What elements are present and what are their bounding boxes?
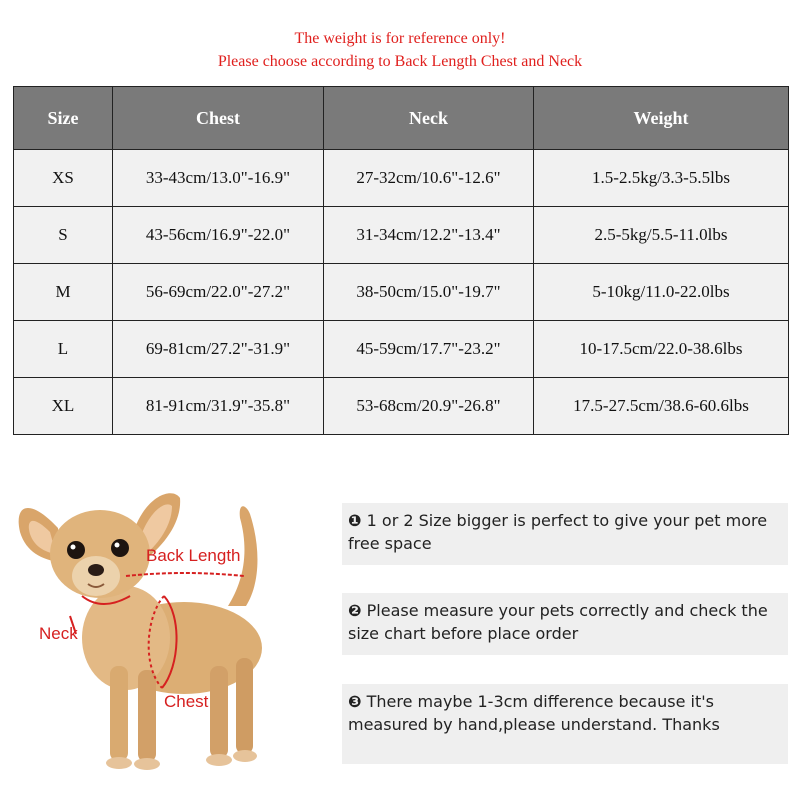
header-neck: Neck — [324, 87, 534, 150]
weight-cell: 1.5-2.5kg/3.3-5.5lbs — [534, 150, 789, 207]
size-cell: XL — [14, 378, 113, 435]
size-cell: XS — [14, 150, 113, 207]
tip-number-3: ❸ — [348, 692, 362, 711]
size-cell: L — [14, 321, 113, 378]
chest-cell: 69-81cm/27.2"-31.9" — [113, 321, 324, 378]
size-chart-table — [13, 86, 789, 435]
neck-cell: 27-32cm/10.6"-12.6" — [324, 150, 534, 207]
tip-difference — [342, 684, 788, 764]
dog-measurement-illustration — [14, 488, 284, 788]
weight-cell: 17.5-27.5cm/38.6-60.6lbs — [534, 378, 789, 435]
tip-number-2: ❷ — [348, 601, 362, 620]
chest-label: Chest — [164, 692, 209, 711]
neck-cell: 53-68cm/20.9"-26.8" — [324, 378, 534, 435]
size-cell: M — [14, 264, 113, 321]
chest-cell: 81-91cm/31.9"-35.8" — [113, 378, 324, 435]
neck-cell: 38-50cm/15.0"-19.7" — [324, 264, 534, 321]
table-header-row — [14, 87, 789, 150]
tip-text: Please measure your pets correctly and check the size chart before place order — [348, 601, 768, 643]
weight-cell: 2.5-5kg/5.5-11.0lbs — [534, 207, 789, 264]
choose-notice: Please choose according to Back Length Chest and Neck — [217, 53, 583, 70]
size-cell: S — [14, 207, 113, 264]
tip-number-1: ❶ — [348, 511, 362, 530]
tip-size-bigger — [342, 503, 788, 565]
tip-measure-correctly — [342, 593, 788, 655]
header-size: Size — [14, 87, 113, 150]
table-row — [14, 378, 789, 435]
back-length-label: Back Length — [146, 546, 241, 565]
chest-cell: 56-69cm/22.0"-27.2" — [113, 264, 324, 321]
table-row — [14, 150, 789, 207]
header-chest: Chest — [113, 87, 324, 150]
table-row — [14, 207, 789, 264]
reference-notice: The weight is for reference only! — [294, 30, 506, 47]
neck-cell: 31-34cm/12.2"-13.4" — [324, 207, 534, 264]
table-row — [14, 264, 789, 321]
tip-text: 1 or 2 Size bigger is perfect to give your pet more free space — [348, 511, 768, 553]
chest-cell: 43-56cm/16.9"-22.0" — [113, 207, 324, 264]
table-row — [14, 321, 789, 378]
neck-label: Neck — [39, 624, 78, 643]
weight-cell: 5-10kg/11.0-22.0lbs — [534, 264, 789, 321]
neck-cell: 45-59cm/17.7"-23.2" — [324, 321, 534, 378]
tip-text: There maybe 1-3cm difference because it's measured by hand,please understand. Thanks — [348, 692, 720, 734]
header-weight: Weight — [534, 87, 789, 150]
chest-cell: 33-43cm/13.0"-16.9" — [113, 150, 324, 207]
weight-cell: 10-17.5cm/22.0-38.6lbs — [534, 321, 789, 378]
